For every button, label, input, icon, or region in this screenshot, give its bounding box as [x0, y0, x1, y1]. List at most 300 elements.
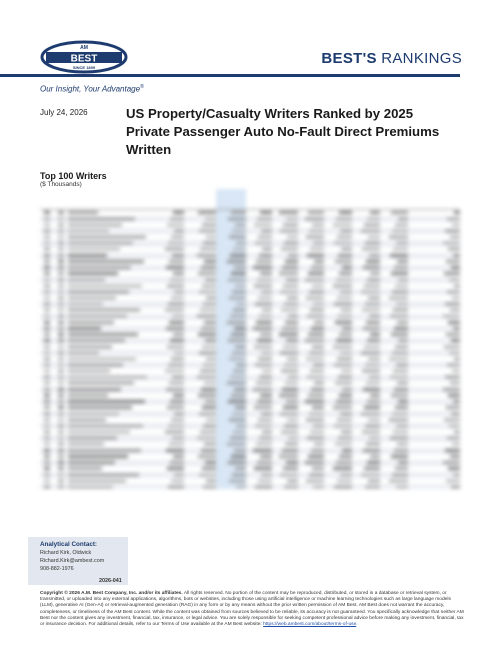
- table-cell: [246, 484, 272, 489]
- blurred-text-placeholder: [44, 254, 50, 256]
- blurred-text-placeholder: [454, 211, 460, 213]
- blurred-text-placeholder: [44, 474, 50, 476]
- blurred-text-placeholder: [335, 321, 352, 323]
- blurred-text-placeholder: [44, 230, 50, 232]
- blurred-text-placeholder: [44, 406, 50, 408]
- table-cell: [380, 484, 408, 489]
- blurred-text-placeholder: [170, 218, 184, 220]
- blurred-text-placeholder: [58, 211, 64, 213]
- blurred-text-placeholder: [58, 370, 64, 372]
- blurred-text-placeholder: [363, 388, 380, 390]
- blurred-text-placeholder: [256, 260, 272, 262]
- blurred-text-placeholder: [285, 321, 298, 323]
- blurred-text-placeholder: [448, 467, 460, 469]
- blurred-text-placeholder: [58, 236, 64, 238]
- terms-of-use-link[interactable]: https://web.ambest.com/about/terms-of-use: [263, 622, 357, 628]
- blurred-text-placeholder: [393, 370, 408, 372]
- blurred-text-placeholder: [230, 437, 246, 439]
- blurred-text-placeholder: [44, 211, 50, 213]
- blurred-text-placeholder: [393, 309, 408, 311]
- blurred-text-placeholder: [206, 358, 216, 360]
- blurred-text-placeholder: [444, 272, 460, 274]
- blurred-text-placeholder: [58, 449, 64, 451]
- blurred-text-placeholder: [58, 419, 64, 421]
- blurred-text-placeholder: [449, 279, 460, 281]
- blurred-text-placeholder: [449, 352, 460, 354]
- blurred-text-placeholder: [44, 297, 50, 299]
- blurred-text-placeholder: [44, 358, 50, 360]
- blurred-text-placeholder: [228, 218, 246, 220]
- report-title: US Property/Casualty Writers Ranked by 2025 Private Passenger Auto No-Fault Direct Premiums Written: [126, 106, 440, 157]
- blurred-text-placeholder: [44, 291, 50, 293]
- blurred-text-placeholder: [260, 394, 272, 396]
- blurred-text-placeholder: [170, 339, 184, 341]
- blurred-text-placeholder: [364, 406, 380, 408]
- blurred-text-placeholder: [254, 467, 272, 469]
- blurred-text-placeholder: [451, 486, 460, 488]
- table-cell: [54, 484, 68, 489]
- blurred-text-placeholder: [257, 279, 272, 281]
- blurred-text-placeholder: [44, 242, 50, 244]
- blurred-text-placeholder: [313, 364, 324, 366]
- blurred-text-placeholder: [308, 272, 324, 274]
- blurred-text-placeholder: [68, 291, 129, 293]
- blurred-text-placeholder: [334, 364, 352, 366]
- blurred-text-placeholder: [398, 218, 408, 220]
- blurred-text-placeholder: [168, 242, 184, 244]
- blurred-text-placeholder: [447, 364, 460, 366]
- blurred-text-placeholder: [198, 333, 216, 335]
- blurred-text-placeholder: [58, 333, 64, 335]
- blurred-text-placeholder: [309, 474, 324, 476]
- table-cell: [216, 210, 246, 217]
- blurred-text-placeholder: [68, 480, 126, 482]
- blurred-text-placeholder: [453, 327, 460, 329]
- blurred-text-placeholder: [283, 285, 298, 287]
- blurred-text-placeholder: [453, 400, 460, 402]
- blurred-text-placeholder: [234, 388, 246, 390]
- blurred-text-placeholder: [235, 224, 246, 226]
- table-cell: [324, 484, 352, 489]
- blurred-text-placeholder: [397, 260, 408, 262]
- blurred-text-placeholder: [205, 279, 216, 281]
- registered-mark: ®: [140, 84, 144, 90]
- blurred-text-placeholder: [68, 382, 134, 384]
- blurred-text-placeholder: [255, 486, 272, 488]
- blurred-text-placeholder: [68, 327, 101, 329]
- blurred-text-placeholder: [165, 309, 184, 311]
- blurred-text-placeholder: [68, 431, 130, 433]
- blurred-text-placeholder: [166, 327, 184, 329]
- blurred-text-placeholder: [280, 474, 298, 476]
- blurred-text-placeholder: [170, 400, 184, 402]
- blurred-text-placeholder: [367, 218, 380, 220]
- blurred-text-placeholder: [333, 406, 352, 408]
- blurred-text-placeholder: [336, 400, 352, 402]
- blurred-text-placeholder: [446, 406, 460, 408]
- blurred-text-placeholder: [230, 315, 246, 317]
- blurred-text-placeholder: [228, 400, 246, 402]
- blurred-text-placeholder: [390, 254, 408, 256]
- blurred-text-placeholder: [227, 443, 246, 445]
- blurred-text-placeholder: [284, 425, 298, 427]
- blurred-text-placeholder: [390, 315, 408, 317]
- blurred-text-placeholder: [259, 376, 272, 378]
- blurred-text-placeholder: [305, 218, 324, 220]
- copyright-notice: Copyright © 2026 A.M. Best Company, Inc. and/or its affiliates.: [40, 591, 183, 596]
- table-cell: [298, 484, 324, 489]
- blurred-text-placeholder: [283, 467, 298, 469]
- blurred-text-placeholder: [199, 413, 216, 415]
- blurred-text-placeholder: [68, 321, 114, 323]
- table-cell: [40, 484, 54, 489]
- blurred-text-placeholder: [446, 333, 460, 335]
- blurred-text-placeholder: [68, 443, 104, 445]
- blurred-text-placeholder: [68, 358, 136, 360]
- blurred-text-placeholder: [44, 285, 50, 287]
- blurred-text-placeholder: [341, 309, 352, 311]
- blurred-text-placeholder: [341, 431, 352, 433]
- blurred-text-placeholder: [68, 303, 103, 305]
- blurred-text-placeholder: [58, 358, 64, 360]
- blurred-text-placeholder: [233, 370, 246, 372]
- blurred-text-placeholder: [454, 431, 460, 433]
- table-cell: [352, 484, 380, 489]
- blurred-text-placeholder: [204, 443, 216, 445]
- blurred-text-placeholder: [174, 352, 184, 354]
- blurred-text-placeholder: [167, 467, 184, 469]
- blurred-text-placeholder: [257, 461, 272, 463]
- blurred-text-placeholder: [228, 339, 246, 341]
- blurred-text-placeholder: [284, 303, 298, 305]
- blurred-text-placeholder: [230, 254, 246, 256]
- blurred-text-placeholder: [261, 291, 272, 293]
- blurred-text-placeholder: [44, 455, 50, 457]
- blurred-text-placeholder: [44, 431, 50, 433]
- blurred-text-placeholder: [44, 370, 50, 372]
- blurred-text-placeholder: [288, 315, 298, 317]
- blurred-text-placeholder: [279, 211, 298, 213]
- blurred-text-placeholder: [305, 279, 324, 281]
- blurred-text-placeholder: [44, 346, 50, 348]
- blurred-text-placeholder: [198, 272, 216, 274]
- blurred-text-placeholder: [173, 211, 184, 213]
- blurred-text-placeholder: [58, 443, 64, 445]
- blurred-text-placeholder: [335, 443, 352, 445]
- blurred-text-placeholder: [363, 449, 380, 451]
- blurred-text-placeholder: [44, 333, 50, 335]
- blurred-text-placeholder: [340, 413, 352, 415]
- blurred-text-placeholder: [281, 370, 298, 372]
- blurred-text-placeholder: [201, 266, 216, 268]
- blurred-text-placeholder: [309, 230, 324, 232]
- blurred-text-placeholder: [202, 406, 216, 408]
- blurred-text-placeholder: [311, 388, 324, 390]
- blurred-text-placeholder: [44, 321, 50, 323]
- blurred-text-placeholder: [58, 285, 64, 287]
- blurred-text-placeholder: [362, 431, 380, 433]
- blurred-text-placeholder: [260, 272, 272, 274]
- blurred-text-placeholder: [197, 437, 216, 439]
- blurred-text-placeholder: [257, 339, 272, 341]
- blurred-text-placeholder: [284, 364, 298, 366]
- blurred-text-placeholder: [58, 461, 64, 463]
- blurred-text-placeholder: [447, 437, 460, 439]
- blurred-text-placeholder: [68, 461, 115, 463]
- blurred-text-placeholder: [236, 242, 246, 244]
- blurred-text-placeholder: [58, 339, 64, 341]
- blurred-text-placeholder: [58, 303, 64, 305]
- blurred-text-placeholder: [398, 400, 408, 402]
- blurred-text-placeholder: [306, 480, 324, 482]
- blurred-text-placeholder: [232, 230, 246, 232]
- blurred-text-placeholder: [68, 285, 142, 287]
- blurred-text-placeholder: [44, 266, 50, 268]
- blurred-text-placeholder: [173, 394, 184, 396]
- blurred-text-placeholder: [227, 382, 246, 384]
- blurred-text-placeholder: [197, 315, 216, 317]
- blurred-text-placeholder: [340, 291, 352, 293]
- blurred-text-placeholder: [68, 449, 141, 451]
- blurred-text-placeholder: [228, 461, 246, 463]
- blurred-text-placeholder: [334, 486, 352, 488]
- blurred-text-placeholder: [311, 327, 324, 329]
- blurred-text-placeholder: [203, 303, 216, 305]
- blurred-text-placeholder: [68, 236, 146, 238]
- blurred-text-placeholder: [202, 346, 216, 348]
- blurred-text-placeholder: [229, 419, 246, 421]
- blurred-text-placeholder: [68, 211, 98, 213]
- blurred-text-placeholder: [369, 437, 380, 439]
- blurred-text-placeholder: [58, 266, 64, 268]
- blurred-text-placeholder: [364, 285, 380, 287]
- blurred-text-placeholder: [58, 260, 64, 262]
- blurred-text-placeholder: [165, 370, 184, 372]
- blurred-text-placeholder: [256, 321, 272, 323]
- blurred-text-placeholder: [68, 230, 109, 232]
- blurred-text-placeholder: [396, 364, 408, 366]
- blurred-text-placeholder: [206, 236, 216, 238]
- blurred-text-placeholder: [203, 425, 216, 427]
- rankings-table: [40, 189, 460, 489]
- blurred-text-placeholder: [205, 461, 216, 463]
- blurred-text-placeholder: [258, 297, 272, 299]
- blurred-text-placeholder: [174, 474, 184, 476]
- blurred-text-placeholder: [253, 388, 272, 390]
- svg-text:SINCE 1899: SINCE 1899: [72, 65, 96, 70]
- blurred-text-placeholder: [333, 346, 352, 348]
- blurred-text-placeholder: [229, 236, 246, 238]
- blurred-text-placeholder: [44, 467, 50, 469]
- blurred-text-placeholder: [453, 474, 460, 476]
- page-series-title: [321, 50, 462, 67]
- blurred-text-placeholder: [171, 419, 184, 421]
- blurred-text-placeholder: [287, 480, 298, 482]
- blurred-text-placeholder: [258, 236, 272, 238]
- blurred-text-placeholder: [44, 309, 50, 311]
- blurred-text-placeholder: [68, 364, 123, 366]
- table-cell: [352, 210, 380, 217]
- blurred-text-placeholder: [173, 272, 184, 274]
- blurred-text-placeholder: [370, 211, 380, 213]
- blurred-text-placeholder: [370, 333, 380, 335]
- blurred-text-placeholder: [168, 486, 184, 488]
- blurred-text-placeholder: [451, 339, 460, 341]
- blurred-text-placeholder: [339, 455, 352, 457]
- tagline: [40, 84, 144, 94]
- blurred-text-placeholder: [397, 443, 408, 445]
- blurred-text-placeholder: [44, 376, 50, 378]
- blurred-text-placeholder: [68, 437, 117, 439]
- blurred-text-placeholder: [448, 394, 460, 396]
- blurred-text-placeholder: [255, 303, 272, 305]
- blurred-text-placeholder: [174, 230, 184, 232]
- blurred-text-placeholder: [310, 309, 324, 311]
- contact-email[interactable]: Richard.Kirk@ambest.com: [40, 558, 105, 564]
- blurred-text-placeholder: [370, 394, 380, 396]
- blurred-text-placeholder: [68, 224, 122, 226]
- blurred-text-placeholder: [307, 376, 324, 378]
- blurred-text-placeholder: [201, 449, 216, 451]
- blurred-text-placeholder: [44, 327, 50, 329]
- blurred-text-placeholder: [172, 254, 184, 256]
- blurred-text-placeholder: [257, 400, 272, 402]
- table-cell: [380, 210, 408, 217]
- blurred-text-placeholder: [58, 346, 64, 348]
- blurred-text-placeholder: [305, 339, 324, 341]
- blurred-text-placeholder: [44, 315, 50, 317]
- blurred-text-placeholder: [261, 474, 272, 476]
- blurred-text-placeholder: [44, 394, 50, 396]
- blurred-text-placeholder: [337, 236, 352, 238]
- blurred-text-placeholder: [262, 370, 272, 372]
- blurred-text-placeholder: [231, 333, 246, 335]
- blurred-text-placeholder: [58, 413, 64, 415]
- blurred-text-placeholder: [443, 242, 460, 244]
- blurred-text-placeholder: [44, 388, 50, 390]
- blurred-text-placeholder: [260, 333, 272, 335]
- blurred-text-placeholder: [340, 352, 352, 354]
- blurred-text-placeholder: [393, 431, 408, 433]
- blurred-text-placeholder: [168, 303, 184, 305]
- blurred-text-placeholder: [449, 425, 460, 427]
- blurred-text-placeholder: [58, 309, 64, 311]
- blurred-text-placeholder: [285, 382, 298, 384]
- blurred-text-placeholder: [68, 413, 119, 415]
- blurred-text-placeholder: [367, 339, 380, 341]
- blurred-text-placeholder: [254, 346, 272, 348]
- blurred-text-placeholder: [58, 315, 64, 317]
- blurred-text-placeholder: [281, 248, 298, 250]
- blurred-text-placeholder: [174, 413, 184, 415]
- blurred-text-placeholder: [369, 376, 380, 378]
- blurred-text-placeholder: [389, 419, 408, 421]
- blurred-text-placeholder: [286, 400, 298, 402]
- blurred-text-placeholder: [283, 346, 298, 348]
- blurred-text-placeholder: [394, 327, 408, 329]
- blurred-text-placeholder: [58, 364, 64, 366]
- blurred-text-placeholder: [58, 474, 64, 476]
- blurred-text-placeholder: [202, 467, 216, 469]
- table-body: [40, 210, 460, 490]
- blurred-text-placeholder: [58, 230, 64, 232]
- disclaimer-end: .: [356, 622, 358, 628]
- blurred-text-placeholder: [334, 303, 352, 305]
- table-row: [40, 484, 460, 489]
- blurred-text-placeholder: [450, 309, 460, 311]
- blurred-text-placeholder: [58, 242, 64, 244]
- blurred-text-placeholder: [68, 272, 118, 274]
- blurred-text-placeholder: [370, 272, 380, 274]
- blurred-text-placeholder: [361, 291, 380, 293]
- blurred-text-placeholder: [58, 437, 64, 439]
- blurred-text-placeholder: [258, 358, 272, 360]
- blurred-text-placeholder: [167, 346, 184, 348]
- blurred-text-placeholder: [389, 297, 408, 299]
- blurred-text-placeholder: [58, 394, 64, 396]
- blurred-text-placeholder: [447, 291, 460, 293]
- blurred-text-placeholder: [287, 419, 298, 421]
- blurred-text-placeholder: [446, 480, 460, 482]
- blurred-text-placeholder: [44, 224, 50, 226]
- blurred-text-placeholder: [44, 419, 50, 421]
- blurred-text-placeholder: [68, 346, 112, 348]
- blurred-text-placeholder: [279, 333, 298, 335]
- blurred-text-placeholder: [447, 218, 460, 220]
- blurred-text-placeholder: [205, 218, 216, 220]
- blurred-text-placeholder: [361, 352, 380, 354]
- blurred-text-placeholder: [443, 461, 460, 463]
- blurred-text-placeholder: [396, 486, 408, 488]
- blurred-text-placeholder: [451, 413, 460, 415]
- blurred-text-placeholder: [341, 248, 352, 250]
- blurred-text-placeholder: [392, 352, 408, 354]
- blurred-text-placeholder: [68, 309, 140, 311]
- blurred-text-placeholder: [68, 315, 127, 317]
- blurred-text-placeholder: [58, 425, 64, 427]
- blurred-text-placeholder: [44, 425, 50, 427]
- blurred-text-placeholder: [255, 425, 272, 427]
- blurred-text-placeholder: [337, 297, 352, 299]
- blurred-text-placeholder: [450, 455, 460, 457]
- blurred-text-placeholder: [233, 431, 246, 433]
- blurred-text-placeholder: [227, 321, 246, 323]
- blurred-text-placeholder: [333, 467, 352, 469]
- blurred-text-placeholder: [58, 431, 64, 433]
- blurred-text-placeholder: [261, 352, 272, 354]
- blurred-text-placeholder: [168, 364, 184, 366]
- blurred-text-placeholder: [314, 443, 324, 445]
- table-cell: [54, 210, 68, 217]
- blurred-text-placeholder: [342, 327, 352, 329]
- am-best-logo[interactable]: [40, 40, 128, 74]
- blurred-text-placeholder: [390, 376, 408, 378]
- blurred-text-placeholder: [338, 376, 352, 378]
- blurred-text-placeholder: [365, 303, 380, 305]
- blurred-text-placeholder: [203, 242, 216, 244]
- blurred-text-placeholder: [363, 327, 380, 329]
- blurred-text-placeholder: [392, 474, 408, 476]
- svg-text:BEST: BEST: [70, 53, 98, 65]
- blurred-text-placeholder: [202, 224, 216, 226]
- blurred-text-placeholder: [168, 425, 184, 427]
- blurred-text-placeholder: [286, 461, 298, 463]
- blurred-text-placeholder: [258, 480, 272, 482]
- blurred-text-placeholder: [257, 218, 272, 220]
- blurred-text-placeholder: [334, 425, 352, 427]
- blurred-text-placeholder: [312, 224, 324, 226]
- blurred-text-placeholder: [446, 260, 460, 262]
